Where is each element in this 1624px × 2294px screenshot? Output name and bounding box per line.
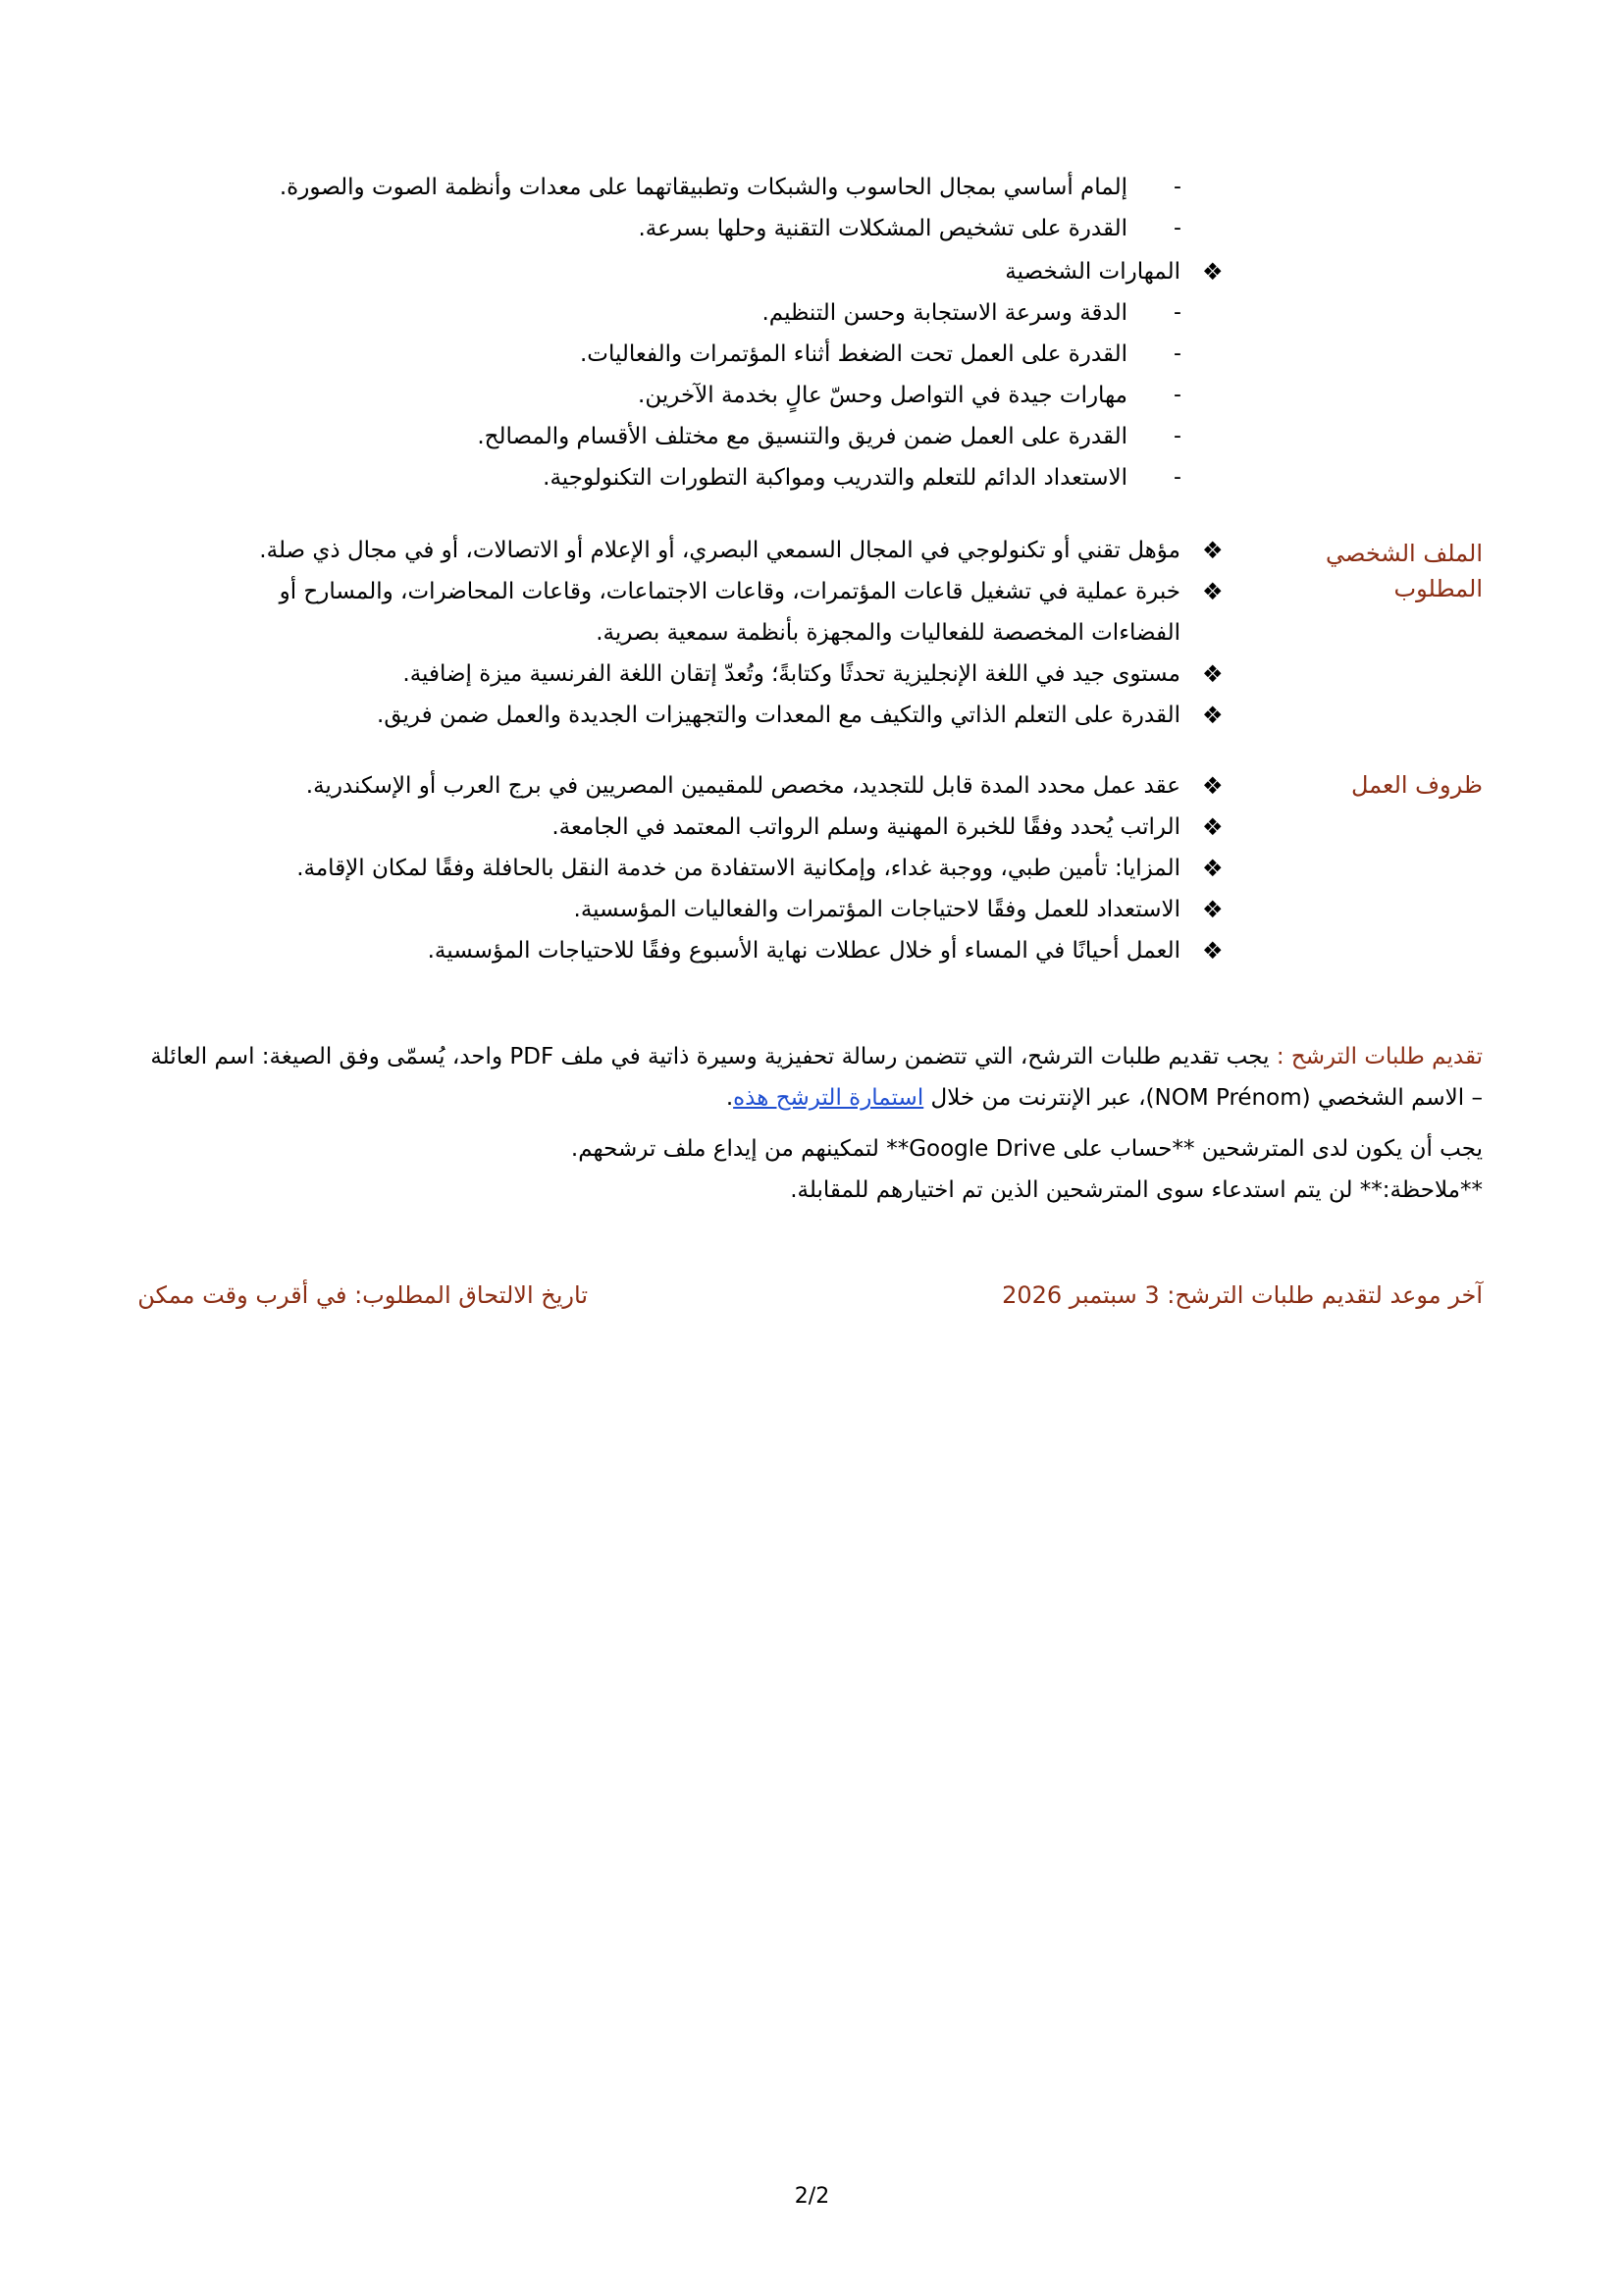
dash-bullet: - <box>1174 341 1181 366</box>
dash-bullet: - <box>1174 300 1181 325</box>
diamond-bullet-icon: ❖ <box>1202 772 1224 800</box>
diamond-bullet-icon: ❖ <box>1202 537 1224 564</box>
diamond-bullet-icon: ❖ <box>1202 578 1224 605</box>
condition-item: عقد عمل محدد المدة قابل للتجديد، مخصص للمقيمين المصريين في برج العرب أو الإسكندرية. <box>305 773 1180 799</box>
profile-label-line2: المطلوب <box>1393 575 1483 602</box>
personal-skill-item: القدرة على العمل تحت الضغط أثناء المؤتمرات والفعاليات. <box>580 341 1127 367</box>
diamond-bullet-icon: ❖ <box>1202 258 1224 286</box>
dash-bullet: - <box>1174 175 1181 199</box>
conditions-section-label: ظروف العمل <box>1350 771 1483 799</box>
profile-item: مستوى جيد في اللغة الإنجليزية تحدثًا وكتابةً؛ وتُعدّ إتقان اللغة الفرنسية ميزة إضافية. <box>402 661 1180 687</box>
personal-skill-item: الدقة وسرعة الاستجابة وحسن التنظيم. <box>761 300 1127 326</box>
profile-item: القدرة على التعلم الذاتي والتكيف مع المعدات والتجهيزات الجديدة والعمل ضمن فريق. <box>377 703 1180 728</box>
profile-item: مؤهل تقني أو تكنولوجي في المجال السمعي البصري، أو الإعلام أو الاتصالات، أو في مجال ذي صلة. <box>259 538 1180 563</box>
dash-bullet: - <box>1174 465 1181 490</box>
personal-skill-item: الاستعداد الدائم للتعلم والتدريب ومواكبة التطورات التكنولوجية. <box>543 465 1127 491</box>
profile-item-continuation: الفضاءات المخصصة للفعاليات والمجهزة بأنظمة سمعية بصرية. <box>596 620 1180 646</box>
application-text-1: يجب تقديم طلبات الترشح، التي تتضمن رسالة تحفيزية وسيرة ذاتية في ملف PDF واحد، يُسمّى وفق الصيغة: اسم العائلة <box>150 1044 1270 1069</box>
application-line-2 <box>726 1077 1483 1119</box>
condition-item: الاستعداد للعمل وفقًا لاحتياجات المؤتمرات والفعاليات المؤسسية. <box>573 897 1180 922</box>
diamond-bullet-icon: ❖ <box>1202 937 1224 965</box>
application-text-2-end: . <box>725 1085 734 1111</box>
dash-bullet: - <box>1174 216 1181 240</box>
skill-item: القدرة على تشخيص المشكلات التقنية وحلها بسرعة. <box>638 216 1127 241</box>
diamond-bullet-icon: ❖ <box>1202 813 1224 841</box>
start-date: تاريخ الالتحاق المطلوب: في أقرب وقت ممكن <box>137 1281 588 1309</box>
application-line-1 <box>150 1036 1483 1077</box>
application-line-3: يجب أن يكون لدى المترشحين **حساب على Google Drive** لتمكينهم من إيداع ملف ترشحهم. <box>570 1136 1483 1162</box>
dash-bullet: - <box>1174 383 1181 407</box>
dash-bullet: - <box>1174 424 1181 448</box>
skill-item: إلمام أساسي بمجال الحاسوب والشبكات وتطبيقاتهما على معدات وأنظمة الصوت والصورة. <box>279 175 1127 200</box>
personal-skills-heading: المهارات الشخصية <box>1005 259 1180 285</box>
profile-section-label <box>1286 536 1483 606</box>
condition-item: العمل أحيانًا في المساء أو خلال عطلات نهاية الأسبوع وفقًا للاحتياجات المؤسسية. <box>427 938 1180 964</box>
personal-skill-item: القدرة على العمل ضمن فريق والتنسيق مع مختلف الأقسام والمصالح. <box>477 424 1127 449</box>
condition-item: المزايا: تأمين طبي، ووجبة غداء، وإمكانية الاستفادة من خدمة النقل بالحافلة وفقًا لمكان الإقامة. <box>296 856 1180 881</box>
diamond-bullet-icon: ❖ <box>1202 660 1224 688</box>
application-form-link[interactable]: استمارة الترشح هذه <box>733 1085 924 1111</box>
diamond-bullet-icon: ❖ <box>1202 896 1224 923</box>
profile-item: خبرة عملية في تشغيل قاعات المؤتمرات، وقاعات الاجتماعات، وقاعات المحاضرات، والمسارح أو <box>279 579 1180 604</box>
personal-skill-item: مهارات جيدة في التواصل وحسّ عالٍ بخدمة الآخرين. <box>638 383 1127 408</box>
application-text-2-start: – الاسم الشخصي (NOM Prénom)، عبر الإنترنت من خلال <box>923 1085 1483 1111</box>
application-line-4: **ملاحظة:** لن يتم استدعاء سوى المترشحين الذين تم اختيارهم للمقابلة. <box>790 1177 1483 1203</box>
condition-item: الراتب يُحدد وفقًا للخبرة المهنية وسلم الرواتب المعتمد في الجامعة. <box>551 814 1180 840</box>
diamond-bullet-icon: ❖ <box>1202 702 1224 729</box>
application-label: تقديم طلبات الترشح : <box>1276 1044 1483 1069</box>
page-number: 2/2 <box>794 2184 830 2209</box>
application-deadline: آخر موعد لتقديم طلبات الترشح: 3 سبتمبر 2026 <box>1002 1281 1483 1309</box>
profile-label-line1: الملف الشخصي <box>1326 540 1483 567</box>
diamond-bullet-icon: ❖ <box>1202 855 1224 882</box>
